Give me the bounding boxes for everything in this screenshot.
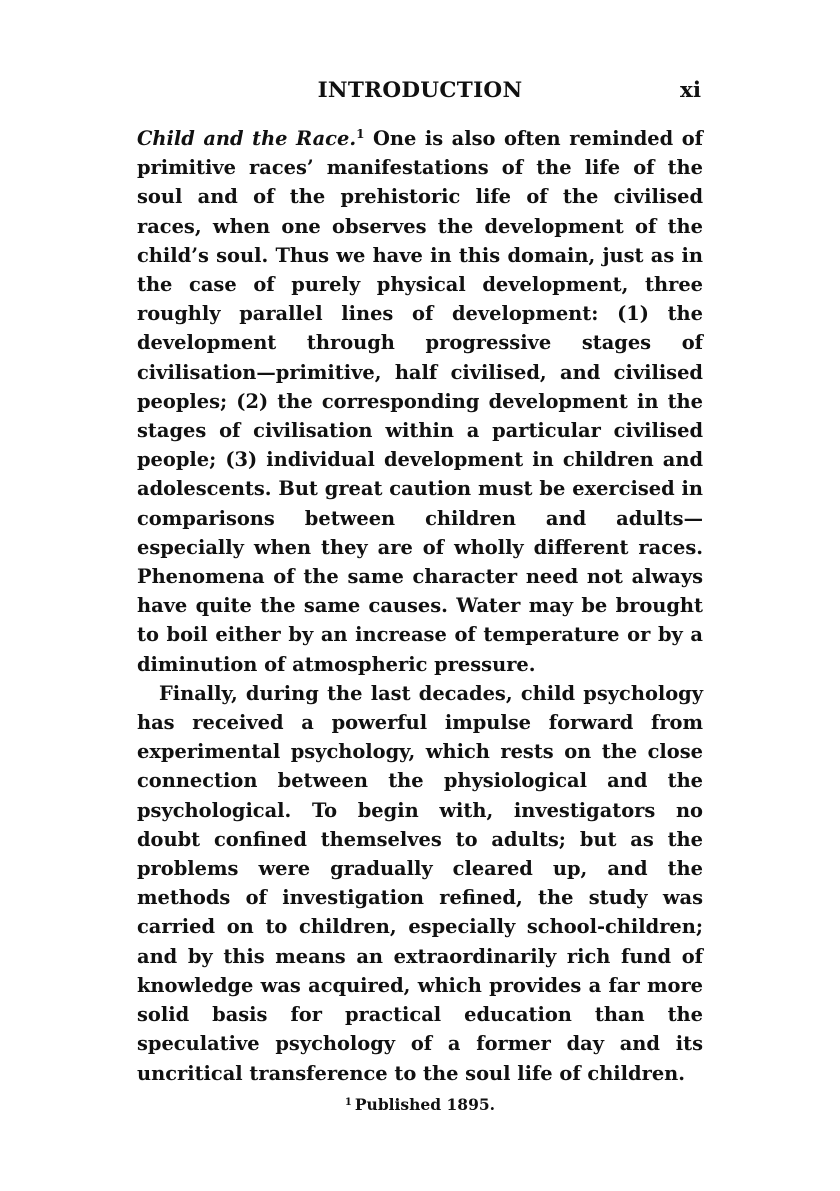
footnote-reference: 1	[356, 127, 365, 141]
body-text	[137, 124, 703, 1088]
paragraph-1-text: One is also often reminded of primitive races’ manifestations of the life of the soul and of the prehistoric life of the civilised races, when one observes the development of the child’s soul. Thus we have in this domain, just as in the case of purely physical development, three roughly parallel lines of development: (1) the development through progressive stages of civilisation—primitive, half civilised, and civilised peoples; (2) the corresponding development in the stages of civilisation within a particular civilised people; (3) individual development in children and adolescents. But great caution must be exercised in comparisons between children and adults—especially when they are of wholly different races. Phenomena of the same character need not always have quite the same causes. Water may be brought to boil either by an increase of temperature or by a diminution of atmospheric pressure.	[137, 127, 703, 676]
running-head	[137, 74, 703, 108]
paragraph-2-text: Finally, during the last decades, child psychology has received a powerful impulse forward from experimental psychology, which rests on the close connection between the physiological and the psychological. To begin with, investigators no doubt confined themselves to adults; but as the problems were gradually cleared up, and the methods of investigation refined, the study was carried on to children, especially school-children; and by this means an extraordinarily rich fund of knowledge was acquired, which provides a far more solid basis for practical education than the speculative psychology of a former day and its uncritical transference to the soul life of children.	[137, 681, 703, 1085]
paragraph-2	[137, 679, 703, 1088]
paragraph-1	[137, 124, 703, 679]
book-page	[137, 74, 703, 1116]
book-title-reference: Child and the Race.	[137, 127, 357, 150]
footnote	[137, 1094, 703, 1116]
chapter-title: INTRODUCTION	[317, 78, 523, 103]
page-number: xi	[680, 78, 701, 103]
footnote-text: Published 1895.	[354, 1094, 496, 1114]
footnote-marker: 1	[344, 1096, 352, 1108]
